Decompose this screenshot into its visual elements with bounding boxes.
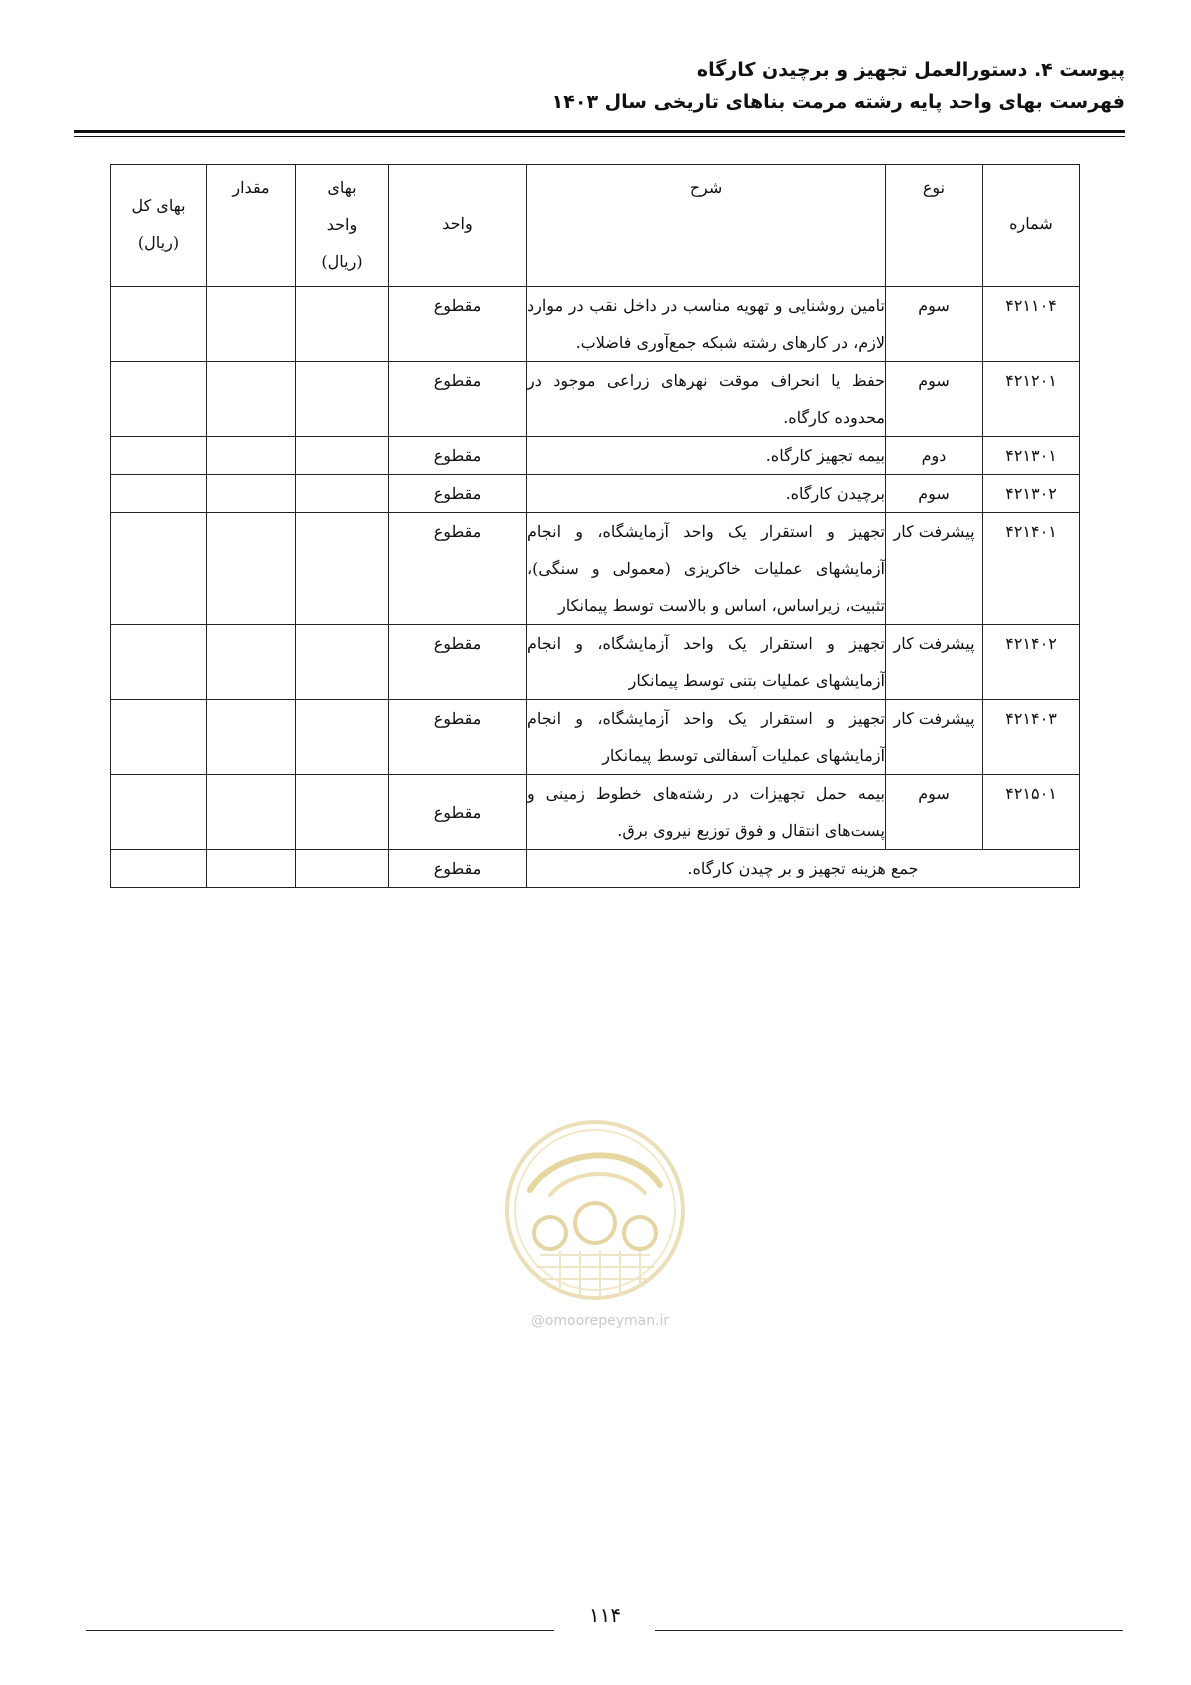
row-total-price [111, 513, 207, 625]
header-rule-thick [74, 130, 1125, 133]
row-description: تامین روشنایی و تهویه مناسب در داخل نقب در موارد لازم، در کارهای رشته شبکه جمع‌آوری فاضلاب. [527, 287, 886, 362]
row-unit-price [296, 475, 389, 513]
footer-rule-left [86, 1630, 554, 1631]
header-bahaye-vahed: بهای واحد (ریال) [296, 165, 389, 287]
table-header-row [111, 165, 1080, 287]
row-quantity [207, 362, 296, 437]
row-description: تجهیز و استقرار یک واحد آزمایشگاه، و انجام آزمایشهای عملیات خاکریزی (معمولی و سنگی)، تثبیت، زیراساس، اساس و بالاست توسط پیمانکار [527, 513, 886, 625]
row-type: سوم [886, 362, 983, 437]
row-unit: مقطوع [389, 700, 527, 775]
header-rule-thin [74, 136, 1125, 137]
total-label: جمع هزینه تجهیز و بر چیدن کارگاه. [527, 850, 1080, 888]
row-unit-price [296, 775, 389, 850]
row-description: تجهیز و استقرار یک واحد آزمایشگاه، و انجام آزمایشهای عملیات بتنی توسط پیمانکار [527, 625, 886, 700]
row-code: ۴۲۱۴۰۳ [983, 700, 1080, 775]
row-type: پیشرفت کار [886, 625, 983, 700]
row-total-price [111, 475, 207, 513]
row-description: بیمه تجهیز کارگاه. [527, 437, 886, 475]
row-type: سوم [886, 475, 983, 513]
header-vahed: واحد [389, 165, 527, 287]
row-description: تجهیز و استقرار یک واحد آزمایشگاه، و انجام آزمایشهای عملیات آسفالتی توسط پیمانکار [527, 700, 886, 775]
table-row [111, 513, 1080, 625]
header-bahaye-kol: بهای کل (ریال) [111, 165, 207, 287]
row-unit: مقطوع [389, 437, 527, 475]
footer-rule-right [655, 1630, 1123, 1631]
row-description: بیمه حمل تجهیزات در رشته‌های خطوط زمینی و پست‌های انتقال و فوق توزیع نیروی برق. [527, 775, 886, 850]
table-row [111, 362, 1080, 437]
header-line-2: فهرست بهای واحد پایه رشته مرمت بناهای تاریخی سال ۱۴۰۳ [551, 91, 1125, 113]
table-row [111, 700, 1080, 775]
header-meghdar: مقدار [207, 165, 296, 287]
row-unit: مقطوع [389, 362, 527, 437]
row-total-price [111, 775, 207, 850]
total-quantity [207, 850, 296, 888]
row-code: ۴۲۱۵۰۱ [983, 775, 1080, 850]
total-price [111, 850, 207, 888]
row-unit-price [296, 700, 389, 775]
page-number: ۱۱۴ [588, 1603, 622, 1627]
header-line-1: پیوست ۴. دستورالعمل تجهیز و برچیدن کارگاه [696, 59, 1125, 81]
header-shomare: شماره [983, 165, 1080, 287]
row-code: ۴۲۱۴۰۲ [983, 625, 1080, 700]
row-unit: مقطوع [389, 513, 527, 625]
row-type: پیشرفت کار [886, 513, 983, 625]
table-row [111, 437, 1080, 475]
row-code: ۴۲۱۲۰۱ [983, 362, 1080, 437]
row-total-price [111, 625, 207, 700]
row-unit: مقطوع [389, 287, 527, 362]
page-header [552, 54, 1125, 118]
row-quantity [207, 700, 296, 775]
row-unit: مقطوع [389, 625, 527, 700]
row-unit: مقطوع [389, 475, 527, 513]
row-unit-price [296, 287, 389, 362]
row-type: پیشرفت کار [886, 700, 983, 775]
row-quantity [207, 513, 296, 625]
row-type: سوم [886, 287, 983, 362]
header-noe: نوع [886, 165, 983, 287]
table-row [111, 625, 1080, 700]
row-description: برچیدن کارگاه. [527, 475, 886, 513]
row-description: حفظ یا انحراف موقت نهرهای زراعی موجود در محدوده کارگاه. [527, 362, 886, 437]
watermark-url: @omoorepeyman.ir [530, 1313, 670, 1329]
row-quantity [207, 287, 296, 362]
row-quantity [207, 475, 296, 513]
row-total-price [111, 362, 207, 437]
row-type: دوم [886, 437, 983, 475]
row-quantity [207, 437, 296, 475]
row-code: ۴۲۱۳۰۱ [983, 437, 1080, 475]
row-quantity [207, 625, 296, 700]
row-unit-price [296, 437, 389, 475]
row-type: سوم [886, 775, 983, 850]
total-unit: مقطوع [389, 850, 527, 888]
table-row [111, 775, 1080, 850]
row-code: ۴۲۱۱۰۴ [983, 287, 1080, 362]
row-code: ۴۲۱۴۰۱ [983, 513, 1080, 625]
table-row [111, 287, 1080, 362]
table-total-row [111, 850, 1080, 888]
row-code: ۴۲۱۳۰۲ [983, 475, 1080, 513]
total-unit-price [296, 850, 389, 888]
header-sharh: شرح [527, 165, 886, 287]
row-unit-price [296, 513, 389, 625]
row-total-price [111, 287, 207, 362]
row-total-price [111, 437, 207, 475]
row-quantity [207, 775, 296, 850]
row-unit: مقطوع [389, 775, 527, 850]
row-total-price [111, 700, 207, 775]
watermark-logo-icon [500, 1115, 690, 1305]
row-unit-price [296, 362, 389, 437]
table-row [111, 475, 1080, 513]
row-unit-price [296, 625, 389, 700]
price-table [110, 164, 1080, 888]
